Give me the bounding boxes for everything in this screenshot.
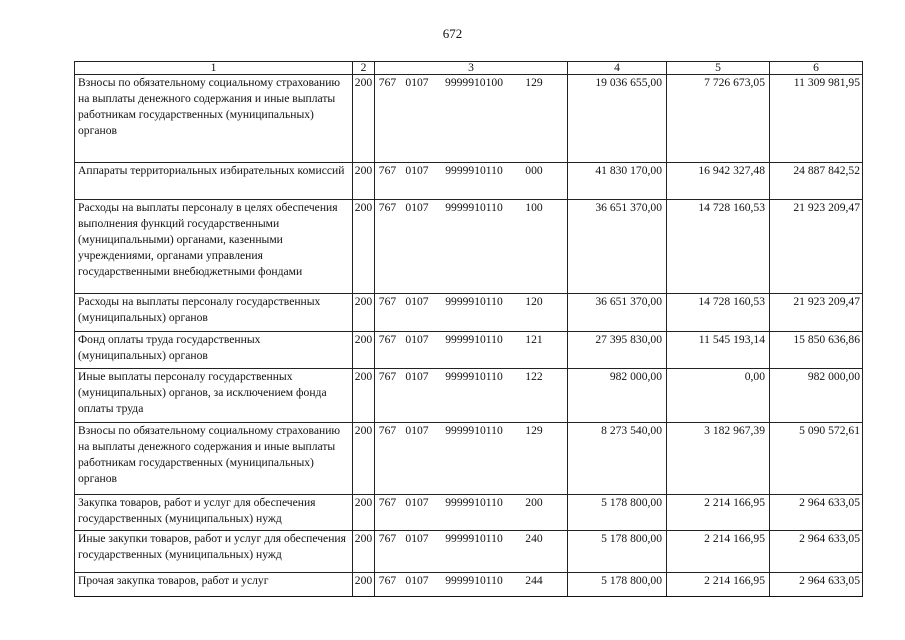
code-ministry: 767: [378, 164, 397, 177]
row-col6: 2 964 633,05: [770, 495, 863, 531]
row-col2: 200: [353, 163, 375, 200]
code-target: 9999910110: [445, 370, 503, 383]
row-col4: 5 178 800,00: [568, 531, 667, 573]
table-row: [75, 423, 863, 495]
row-codes: [375, 423, 568, 495]
row-col6: 11 309 981,95: [770, 75, 863, 163]
row-name: Взносы по обязательному социальному страхованию на выплаты денежного содержания и иные выплаты работникам государственных (муниципальных) органов: [75, 423, 353, 495]
code-vr: 129: [525, 424, 543, 437]
code-ministry: 767: [378, 424, 397, 437]
row-col4: 36 651 370,00: [568, 200, 667, 294]
row-codes: [375, 200, 568, 294]
header-col-5: 5: [667, 62, 770, 75]
row-col6: 21 923 209,47: [770, 294, 863, 332]
code-target: 9999910110: [445, 424, 503, 437]
code-vr: 122: [525, 370, 543, 383]
table-row: [75, 200, 863, 294]
row-col2: 200: [353, 573, 375, 597]
code-section: 0107: [405, 532, 429, 545]
row-col2: 200: [353, 75, 375, 163]
row-col6: 5 090 572,61: [770, 423, 863, 495]
header-col-2: 2: [353, 62, 375, 75]
header-col-3: 3: [375, 62, 568, 75]
row-col6: 15 850 636,86: [770, 332, 863, 369]
row-col6: 21 923 209,47: [770, 200, 863, 294]
row-col2: 200: [353, 200, 375, 294]
code-ministry: 767: [378, 76, 397, 89]
row-codes: [375, 294, 568, 332]
row-col5: 14 728 160,53: [667, 294, 770, 332]
code-vr: 120: [525, 295, 543, 308]
code-ministry: 767: [378, 496, 397, 509]
code-target: 9999910110: [445, 496, 503, 509]
row-name: Расходы на выплаты персоналу в целях обеспечения выполнения функций государственными (муниципальными) органами, казенными учреждениями, органами управления государственными внебюджетными фондами: [75, 200, 353, 294]
code-vr: 240: [525, 532, 543, 545]
row-col4: 982 000,00: [568, 369, 667, 423]
row-col4: 19 036 655,00: [568, 75, 667, 163]
page-number: 672: [442, 26, 463, 41]
row-col4: 27 395 830,00: [568, 332, 667, 369]
row-col4: 5 178 800,00: [568, 495, 667, 531]
header-col-4: 4: [568, 62, 667, 75]
code-ministry: 767: [378, 201, 397, 214]
row-name: Взносы по обязательному социальному страхованию на выплаты денежного содержания и иные выплаты работникам государственных (муниципальных) органов: [75, 75, 353, 163]
table-row: [75, 75, 863, 163]
row-col2: 200: [353, 369, 375, 423]
row-codes: [375, 531, 568, 573]
code-vr: 100: [525, 201, 543, 214]
row-col6: 982 000,00: [770, 369, 863, 423]
row-name: Иные закупки товаров, работ и услуг для обеспечения государственных (муниципальных) нужд: [75, 531, 353, 573]
row-col5: 0,00: [667, 369, 770, 423]
row-name: Фонд оплаты труда государственных (муниципальных) органов: [75, 332, 353, 369]
code-section: 0107: [405, 424, 429, 437]
table-row: [75, 531, 863, 573]
code-vr: 000: [525, 164, 543, 177]
header-col-6: 6: [770, 62, 863, 75]
row-col4: 8 273 540,00: [568, 423, 667, 495]
row-col2: 200: [353, 531, 375, 573]
code-ministry: 767: [378, 295, 397, 308]
row-col4: 41 830 170,00: [568, 163, 667, 200]
row-name: Иные выплаты персоналу государственных (муниципальных) органов, за исключением фонда оплаты труда: [75, 369, 353, 423]
code-section: 0107: [405, 201, 429, 214]
code-target: 9999910100: [445, 76, 503, 89]
row-col5: 2 214 166,95: [667, 531, 770, 573]
row-col4: 5 178 800,00: [568, 573, 667, 597]
code-ministry: 767: [378, 370, 397, 383]
row-col6: 24 887 842,52: [770, 163, 863, 200]
code-section: 0107: [405, 496, 429, 509]
table-row: [75, 369, 863, 423]
table-row: [75, 495, 863, 531]
code-target: 9999910110: [445, 295, 503, 308]
code-section: 0107: [405, 164, 429, 177]
code-target: 9999910110: [445, 333, 503, 346]
code-target: 9999910110: [445, 164, 503, 177]
code-vr: 129: [525, 76, 543, 89]
table-row: [75, 332, 863, 369]
code-target: 9999910110: [445, 574, 503, 587]
code-vr: 244: [525, 574, 543, 587]
row-col4: 36 651 370,00: [568, 294, 667, 332]
code-ministry: 767: [378, 333, 397, 346]
row-col5: 7 726 673,05: [667, 75, 770, 163]
row-codes: [375, 369, 568, 423]
code-section: 0107: [405, 295, 429, 308]
code-section: 0107: [405, 76, 429, 89]
row-codes: [375, 75, 568, 163]
code-section: 0107: [405, 574, 429, 587]
row-col2: 200: [353, 294, 375, 332]
row-col6: 2 964 633,05: [770, 573, 863, 597]
row-col2: 200: [353, 423, 375, 495]
row-col6: 2 964 633,05: [770, 531, 863, 573]
row-codes: [375, 495, 568, 531]
row-col2: 200: [353, 332, 375, 369]
row-codes: [375, 332, 568, 369]
row-col5: 14 728 160,53: [667, 200, 770, 294]
row-col2: 200: [353, 495, 375, 531]
row-name: Аппараты территориальных избирательных комиссий: [75, 163, 353, 200]
row-col5: 2 214 166,95: [667, 573, 770, 597]
table-row: [75, 573, 863, 597]
code-section: 0107: [405, 333, 429, 346]
code-target: 9999910110: [445, 532, 503, 545]
code-ministry: 767: [378, 532, 397, 545]
code-ministry: 767: [378, 574, 397, 587]
row-codes: [375, 163, 568, 200]
row-col5: 11 545 193,14: [667, 332, 770, 369]
header-col-1: 1: [75, 62, 353, 75]
code-vr: 200: [525, 496, 543, 509]
table-row: [75, 294, 863, 332]
table-header-row: [75, 62, 863, 75]
row-name: Расходы на выплаты персоналу государственных (муниципальных) органов: [75, 294, 353, 332]
table-row: [75, 163, 863, 200]
row-name: Прочая закупка товаров, работ и услуг: [75, 573, 353, 597]
code-section: 0107: [405, 370, 429, 383]
code-target: 9999910110: [445, 201, 503, 214]
code-vr: 121: [525, 333, 543, 346]
row-col5: 2 214 166,95: [667, 495, 770, 531]
row-name: Закупка товаров, работ и услуг для обеспечения государственных (муниципальных) нужд: [75, 495, 353, 531]
row-codes: [375, 573, 568, 597]
row-col5: 3 182 967,39: [667, 423, 770, 495]
row-col5: 16 942 327,48: [667, 163, 770, 200]
budget-table: [74, 61, 863, 597]
